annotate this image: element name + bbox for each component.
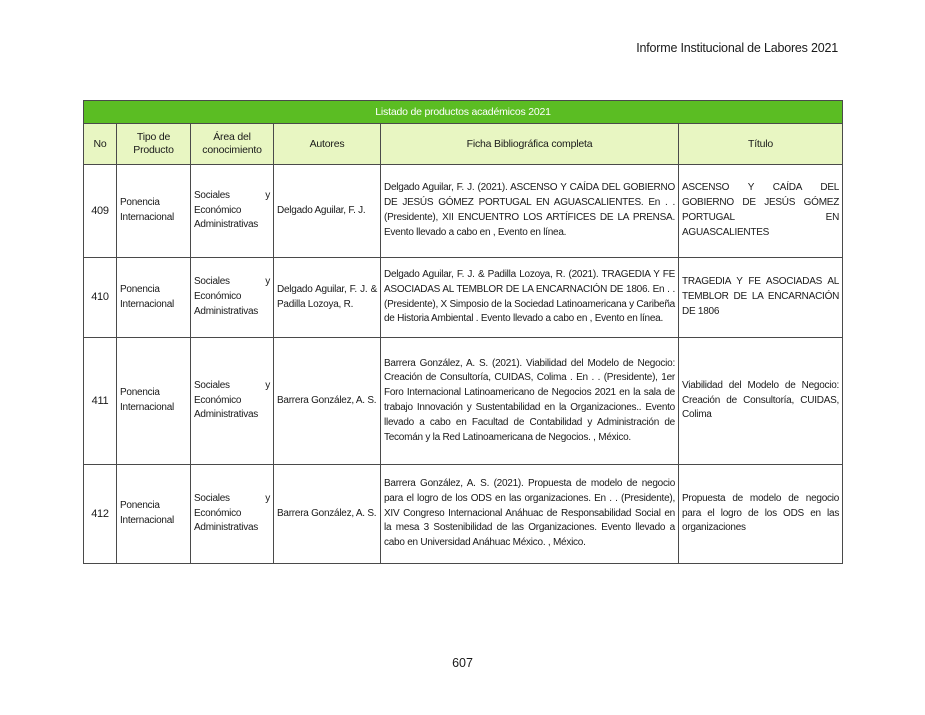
cell-autores: Barrera González, A. S.: [274, 338, 381, 465]
cell-no: 411: [84, 338, 117, 465]
page-number: 607: [452, 656, 473, 670]
cell-tipo: Ponencia Internacional: [117, 165, 191, 258]
cell-ficha: Delgado Aguilar, F. J. & Padilla Lozoya, R. (2021). TRAGEDIA Y FE ASOCIADAS AL TEMBLOR DE LA ENCARNACIÓN DE 1806. En . . (Presidente), X Simposio de la Sociedad Latinoamericana y Caribeña de Historia Ambiental . Evento llevado a cabo en , Evento en línea.: [381, 258, 679, 338]
cell-tipo: Ponencia Internacional: [117, 338, 191, 465]
column-header-ficha: Ficha Bibliográfica completa: [381, 124, 679, 165]
column-header-area: Área del conocimiento: [191, 124, 274, 165]
cell-tipo: Ponencia Internacional: [117, 258, 191, 338]
table-row: [84, 465, 843, 564]
cell-titulo: ASCENSO Y CAÍDA DEL GOBIERNO DE JESÚS GÓMEZ PORTUGAL EN AGUASCALIENTES: [679, 165, 843, 258]
cell-ficha: Barrera González, A. S. (2021). Propuesta de modelo de negocio para el logro de los ODS en las organizaciones. En . . (Presidente), XIV Congreso Internacional Anáhuac de Responsabilidad Social en la mesa 3 Sostenibilidad de las Organizaciones. Evento llevado a cabo en Universidad Anáhuac México. , México.: [381, 465, 679, 564]
cell-autores: Barrera González, A. S.: [274, 465, 381, 564]
products-table-container: [83, 100, 842, 564]
cell-ficha: Delgado Aguilar, F. J. (2021). ASCENSO Y CAÍDA DEL GOBIERNO DE JESÚS GÓMEZ PORTUGAL EN AGUASCALIENTES. En . . (Presidente), XII ENCUENTRO LOS ARTÍFICES DE LA PRENSA. Evento llevado a cabo en , Evento en línea.: [381, 165, 679, 258]
cell-area: Sociales y Económico Administrativas: [191, 465, 274, 564]
cell-autores: Delgado Aguilar, F. J.: [274, 165, 381, 258]
cell-no: 409: [84, 165, 117, 258]
table-row: [84, 258, 843, 338]
table-caption: Listado de productos académicos 2021: [84, 101, 843, 124]
column-header-tipo: Tipo de Producto: [117, 124, 191, 165]
cell-area: Sociales y Económico Administrativas: [191, 165, 274, 258]
cell-area: Sociales y Económico Administrativas: [191, 258, 274, 338]
cell-autores: Delgado Aguilar, F. J. & Padilla Lozoya, R.: [274, 258, 381, 338]
cell-titulo: TRAGEDIA Y FE ASOCIADAS AL TEMBLOR DE LA ENCARNACIÓN DE 1806: [679, 258, 843, 338]
column-header-autores: Autores: [274, 124, 381, 165]
academic-products-table: [83, 100, 843, 564]
cell-titulo: Propuesta de modelo de negocio para el logro de los ODS en las organizaciones: [679, 465, 843, 564]
table-header-row: [84, 124, 843, 165]
column-header-no: No: [84, 124, 117, 165]
cell-tipo: Ponencia Internacional: [117, 465, 191, 564]
cell-no: 410: [84, 258, 117, 338]
cell-titulo: Viabilidad del Modelo de Negocio: Creación de Consultoría, CUIDAS, Colima: [679, 338, 843, 465]
cell-area: Sociales y Económico Administrativas: [191, 338, 274, 465]
table-row: [84, 338, 843, 465]
cell-no: 412: [84, 465, 117, 564]
report-header-title: Informe Institucional de Labores 2021: [636, 41, 838, 55]
table-row: [84, 165, 843, 258]
cell-ficha: Barrera González, A. S. (2021). Viabilidad del Modelo de Negocio: Creación de Consultoría, CUIDAS, Colima . En . . (Presidente), 1er Foro Internacional Latinoamericano de Negocios 2021 en la sala de trabajo Innovación y Sustentabilidad en la Organizaciones.. Evento llevado a cabo en Facultad de Contabilidad y Administración de Tecomán y la Red Latinoamericana de Negocios. , México.: [381, 338, 679, 465]
column-header-titulo: Título: [679, 124, 843, 165]
